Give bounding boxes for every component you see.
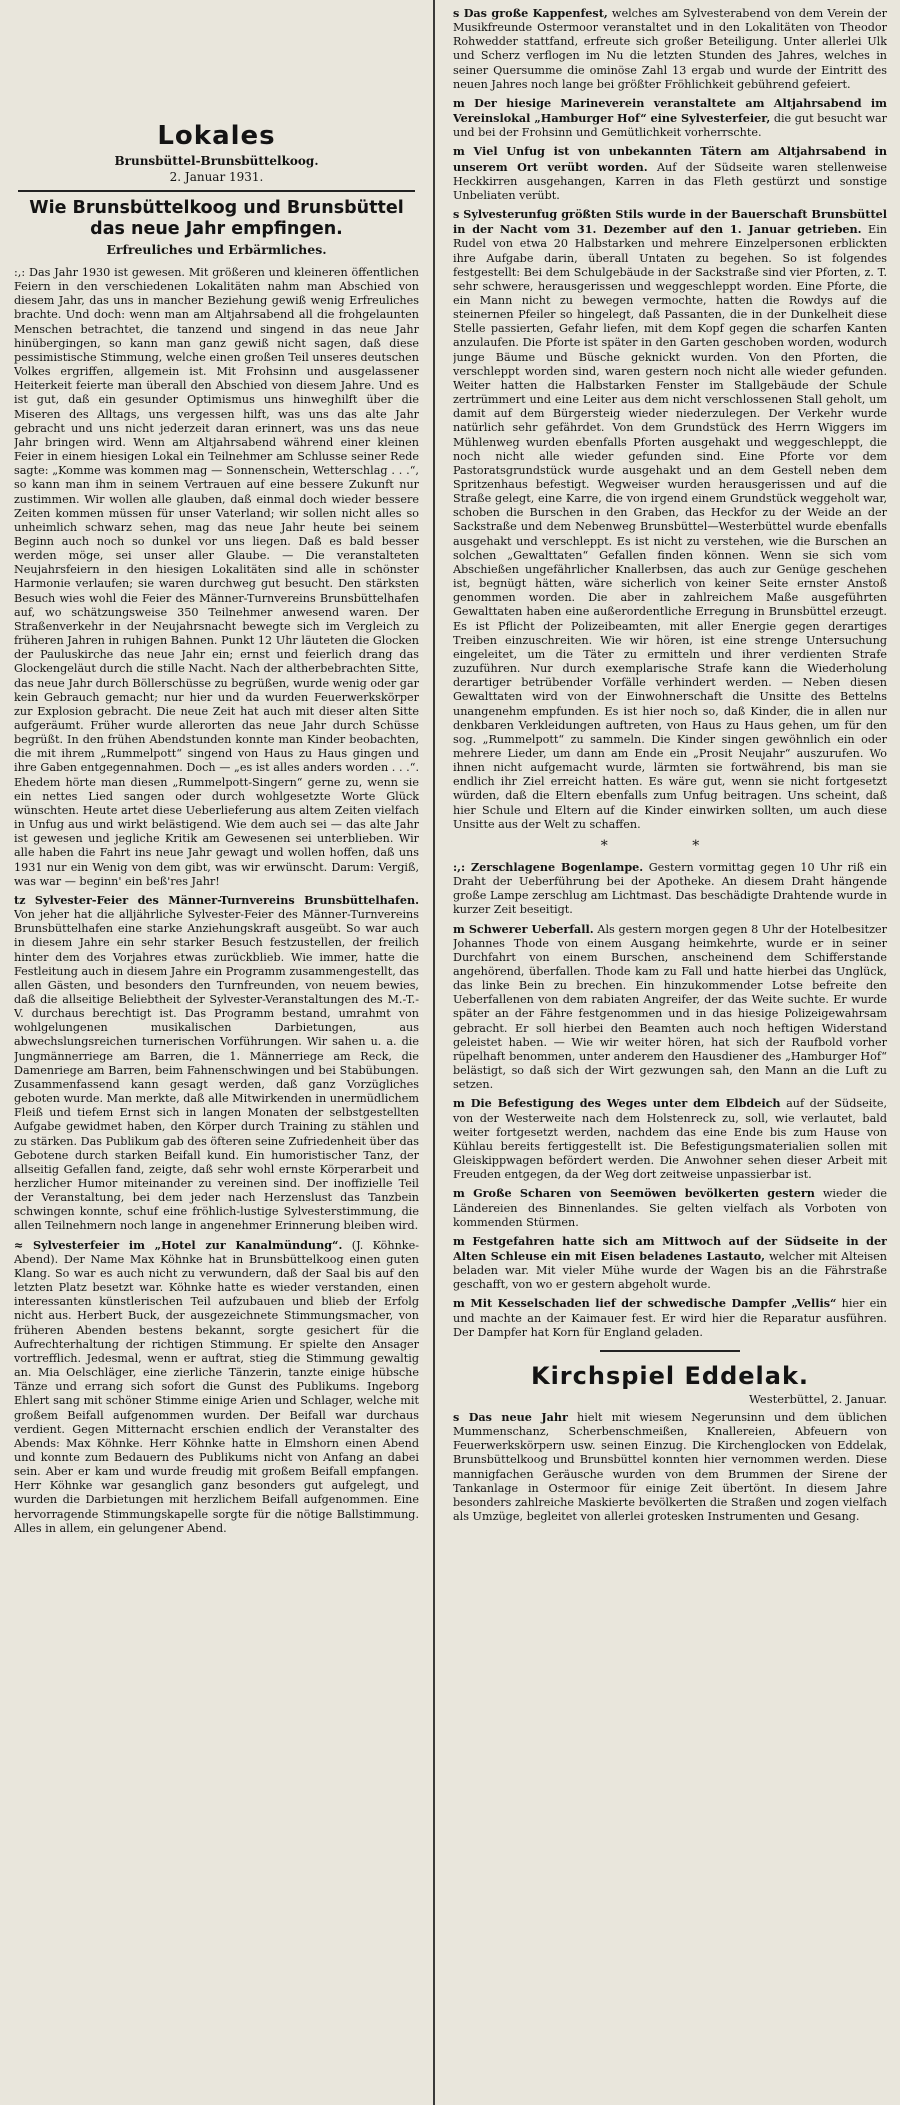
article-paragraph <box>453 144 887 203</box>
article-headline: Wie Brunsbüttelkoog und Brunsbüttel das neue Jahr empfingen. <box>29 198 404 239</box>
article-subheadline: Erfreuliches und Erbärmliches. <box>106 242 327 257</box>
article-paragraph <box>14 893 419 1234</box>
paragraph-lead: m Schwerer Ueberfall. <box>453 921 594 936</box>
paragraph-lead: tz Sylvester-Feier des Männer-Turnvereins Brunsbüttelhafen. <box>14 892 419 907</box>
paragraph-text: hielt mit wiesem Negerunsinn und dem üblichen Mummenschanz, Scherbenschmeißen, Knallereien, Abfeuern von Feuerwerkskörpern usw. seinen Einzug. Die Kirchenglocken von Eddelak, Brunsbüttelkoog und Brunsbüttel konnten hier vernommen werden. Diese mannigfachen Geräusche wurden von dem Brummen der Sirene der Tankanlage in Ostermoor für einige Zeit übertönt. In diesem Jahre besonders zahlreiche Maskierte bevölkerten die Straßen und zogen vielfach als Umzüge, begleitet von allerlei grotesken Instrumenten und Gesang. <box>453 1410 887 1523</box>
paragraph-text: (J. Köhnke-Abend). Der Name Max Köhnke hat in Brunsbüttelkoog einen guten Klang. So war es auch nicht zu verwundern, daß der Saal bis auf den letzten Platz besetzt war. Köhnke hatte es wieder verstanden, einen interessanten künstlerischen Teil aufzubauen und blieb der Erfolg nicht aus. Herbert Buck, der ausgezeichnete Stimmungsmacher, von früheren Abenden bestens bekannt, sorgte gesichert für die Aufrechterhaltung der richtigen Stimmung. Er spielte den Ansager vortrefflich. Jedesmal, wenn er auftrat, stieg die Stimmung gewaltig an. Mia Oelschläger, eine zierliche Tänzerin, tanzte einige hübsche Tänze und errang sich sofort die Gunst des Publikums. Ingeborg Ehlert sang mit schöner Stimme einige Arien und Schlager, welche mit großem Beifall aufgenommen wurden. Der Beifall war durchaus verdient. Gegen Mitternacht erschien endlich der Veranstalter des Abends: Max Köhnke. Herr Köhnke hatte in Elmshorn einen Abend und konnte zum Bedauern des Publikums nicht von Anfang an dabei sein. Aber er kam und wurde freudig mit großem Beifall empfangen. Herr Köhnke war gesanglich ganz besonders gut aufgelegt, und wurden die Darbietungen mit herzlichem Beifall aufgenommen. Eine hervorragende Stimmungskapelle sorgte für die nötige Ballstimmung. Alles in allem, ein gelungener Abend. <box>14 1238 419 1535</box>
paragraph-text: Von jeher hat die alljährliche Sylvester-Feier des Männer-Turnvereins Brunsbüttelhafen eine starke Anziehungskraft ausgeübt. So war auch in diesem Jahre ein sehr starker Besuch festzustellen, der freilich hinter dem des Vorjahres etwas zurückblieb. Wie immer, hatte die Festleitung auch in diesem Jahre ein Programm zusammengestellt, das allen Gästen, und besonders den Turnfreunden, von neuem bewies, daß die allseitige Beliebtheit der Sylvester-Veranstaltungen des M.-T.-V. durchaus berechtigt ist. Das Programm bestand, umrahmt von wohlgelungenen musikalischen Darbietungen, aus abwechslungsreichen turnerischen Vorführungen. Wir sahen u. a. die Jungmännerriege am Barren, die 1. Männerriege am Reck, die Damenriege am Barren, beim Fahnenschwingen und bei Stabübungen. Zusammenfassend kann gesagt werden, daß ganz Vorzügliches geboten wurde. Man merkte, daß alle Mitwirkenden in unermüdlichem Fleiß und tiefem Ernst sich in langen Monaten der selbstgestellten Aufgabe gewidmet haben, den Körper durch Training zu stählen und zu stärken. Das Publikum gab des öfteren seine Zufriedenheit über das Gebotene durch starken Beifall kund. Ein humoristischer Tanz, der allseitig Gefallen fand, zeigte, daß sehr wohl ernste Körperarbeit und herzlicher Humor miteinander zu vereinen sind. Der inoffizielle Teil der Veranstaltung, bei dem jeder nach Herzenslust das Tanzbein schwingen konnte, schuf eine fröhlich-lustige Sylvesterstimmung, die allen Teilnehmern noch lange in angenehmer Erinnerung bleiben wird. <box>14 908 419 1233</box>
paragraph-text: auf der Südseite, von der Westerweite nach dem Holstenreck zu, soll, wie verlautet, bald weiter fortgesetzt werden, nachdem das eine Ende bis zum Hause von Kühlau bereits fertiggestellt ist. Die Befestigungsmaterialien sollen mit Gleiskippwagen befördert werden. Die Anwohner sehen dieser Arbeit mit Freuden entgegen, da der Weg dort zeitweise unpassierbar ist. <box>453 1097 887 1182</box>
paragraph-text: hier ein und machte an der Kaimauer fest. Er wird hier die Reparatur ausführen. Der Dampfer hat Korn für England geladen. <box>453 1297 887 1339</box>
article-paragraph <box>14 1238 419 1536</box>
paragraph-lead: m Große Scharen von Seemöwen bevölkerten gestern <box>453 1186 815 1201</box>
article-paragraph <box>453 1096 887 1182</box>
article-paragraph <box>453 96 887 140</box>
kirchspiel-title: Kirchspiel Eddelak. <box>530 1361 810 1390</box>
lokales-title: Lokales <box>157 121 276 151</box>
paragraph-text: Auf der Südseite waren stellenweise Heckkirren ausgehangen, Karren in das Fleth gestürzt und sonstige Unbeliaten verübt. <box>453 160 887 202</box>
section-rule <box>18 190 415 192</box>
paragraph-lead: ≈ Sylvesterfeier im „Hotel zur Kanalmündung“. <box>14 1237 343 1252</box>
paragraph-lead: s Das neue Jahr <box>453 1409 568 1424</box>
paragraph-lead: s Sylvesterunfug größten Stils wurde in der Bauerschaft Brunsbüttel in der Nacht vom 31. Dezember auf den 1. Januar getrieben. <box>453 207 887 237</box>
left-column <box>14 6 419 2099</box>
article-paragraph <box>453 1186 887 1229</box>
article-paragraph <box>453 6 887 92</box>
paragraph-text: :,: Das Jahr 1930 ist gewesen. Mit größeren und kleineren öffentlichen Feiern in den verschiedenen Lokalitäten nahm man Abschied von diesem Jahr, das uns in mancher Beziehung gewiß wenig Erfreuliches brachte. Und doch: wenn man am Altjahrsabend all die frohgelaunten Menschen betrachtet, die tanzend und singend in das neue Jahr hinübergingen, so kann man ganz gewiß nicht sagen, daß diese pessimistische Stimmung, welche einen großen Teil unseres deutschen Volkes ergriffen, allgemein ist. Mit Frohsinn und ausgelassener Heiterkeit feierte man überall den Abschied von diesem Jahre. Und es ist gut, daß ein gesunder Optimismus uns hinweghilft über die Miseren des Alltags, uns vergessen hilft, was uns das alte Jahr gebracht und uns nicht jederzeit daran erinnert, was uns das neue Jahr bringen wird. Wenn am Altjahrsabend während einer kleinen Feier in einem hiesigen Lokal ein Teilnehmer am Schlusse seiner Rede sagte: „Komme was kommen mag — Sonnenschein, Wetterschlag . . .“, so kann man ihm in seinem Vertrauen auf eine bessere Zukunft nur zustimmen. Wir wollen alle glauben, daß einmal doch wieder bessere Zeiten kommen müssen für unser Vaterland; wir sollen nicht alles so unheimlich schwarz sehen, mag das neue Jahr heute bei seinem Beginn auch noch so dunkel vor uns liegen. Daß es bald besser werden möge, sei unser aller Glaube. — Die veranstalteten Neujahrsfeiern in den hiesigen Lokalitäten sind alle in schönster Harmonie verlaufen; sie waren durchweg gut besucht. Den stärksten Besuch wies wohl die Feier des Männer-Turnvereins Brunsbüttelhafen auf, wo schätzungsweise 350 Teilnehmer anwesend waren. Der Straßenverkehr in der Neujahrsnacht bewegte sich im Vergleich zu früheren Jahren in ruhigen Bahnen. Punkt 12 Uhr läuteten die Glocken der Pauluskirche das neue Jahr ein; ernst und feierlich drang das Glockengeläut durch die stille Nacht. Nach der altherbebrachten Sitte, das neue Jahr durch Böllerschüsse zu begrüßen, wurde wenig oder gar kein Gebrauch gemacht; nur hier und da wurden Feuerwerkskörper zur Explosion gebracht. Die neue Zeit hat auch mit dieser alten Sitte aufgeräumt. Früher wurde allerorten das neue Jahr durch Schüsse begrüßt. In den frühen Abendstunden konnte man Kinder beobachten, die mit ihrem „Rummelpott“ singend von Haus zu Haus gingen und ihre Gaben entgegennahmen. Doch — „es ist alles anders worden . . .“. Ehedem hörte man diesen „Rummelpott-Singern“ gerne zu, wenn sie ein nettes Lied sangen oder durch wohlgesetzte Worte Glück wünschten. Heute artet diese Ueberlieferung aus altem Zeiten vielfach in Unfug aus und wirkt belästigend. Wie dem auch sei — das alte Jahr ist gewesen und jegliche Kritik am Gewesenen sei unterblieben. Wir alle haben die Fahrt ins neue Jahr gewagt und wollen hoffen, daß uns 1931 nur ein Wenig von dem gibt, was wir erwünscht. Darum: Vergiß, was war — beginn' ein beß'res Jahr! <box>14 266 419 888</box>
article-paragraph <box>453 1296 887 1339</box>
paragraph-text: Als gestern morgen gegen 8 Uhr der Hotelbesitzer Johannes Thode von einem Ausgang heimkehrte, wurde er in seiner Durchfahrt von einem Burschen, anscheinend dem Schifferstande angehörend, überfallen. Thode kam zu Fall und hatte hierbei das Unglück, das linke Bein zu brechen. Ein hinzukommender Lotse befreite den Ueberfallenen von dem rabiaten Angreifer, der das Weite suchte. Er wurde später an der Fähre festgenommen und in das hiesige Polizeigewahrsam gebracht. Er soll hierbei den Beamten auch noch heftigen Widerstand geleistet haben. — Wie wir weiter hören, hat sich der Raufbold vorher rüpelhaft benommen, unter anderem den Hausdiener des „Hamburger Hof“ belästigt, so daß sich der Wirt gezwungen sah, den Mann an die Luft zu setzen. <box>453 922 887 1092</box>
paragraph-lead: m Der hiesige Marineverein veranstaltete am Altjahrsabend im Vereinslokal „Hamburger Hof“ eine Sylvesterfeier, <box>453 95 887 126</box>
column-divider <box>433 0 435 2105</box>
paragraph-lead: m Festgefahren hatte sich am Mittwoch auf der Südseite in der Alten Schleuse ein mit Eisen beladenes Lastauto, <box>453 1233 887 1263</box>
article-paragraph <box>453 860 887 918</box>
article-paragraph <box>453 1234 887 1293</box>
paragraph-lead: s Das große Kappenfest, <box>453 6 608 20</box>
paragraph-text: Gestern vormittag gegen 10 Uhr riß ein Draht der Ueberführung bei der Apotheke. An diesem Draht hängende große Lampe zerschlug am Lichtmast. Das beschädigte Drahtende wurde in kurzer Zeit beseitigt. <box>453 860 887 917</box>
right-column <box>453 6 887 2099</box>
lokales-date: 2. Januar 1931. <box>169 170 264 184</box>
paragraph-text: Ein Rudel von etwa 20 Halbstarken und mehrere Einzelpersonen erblickten ihre Aufgabe darin, überall Untaten zu begehen. So ist folgendes festgestellt: Bei dem Schulgebäude in der Sackstraße sind vier Pforten, z. T. sehr schwere, herausgerissen und weggeschleppt worden. Eine Pforte, die ein Mann nicht zu bewegen vermochte, hatten die Rowdys auf die steinernen Pfeiler so hingelegt, daß Passanten, die in der Dunkelheit diese Stelle passierten, Gefahr liefen, mit dem Kopf gegen die scharfen Kanten anzulaufen. Die Pforte ist später in den Garten geschoben worden, wodurch junge Bäume und Büsche geknickt wurden. Von den Pforten, die verschleppt worden sind, waren gestern noch nicht alle wieder gefunden. Weiter hatten die Halbstarken Fenster im Stallgebäude der Schule zertrümmert und eine Leiter aus dem nicht verschlossenen Stall geholt, um damit auf dem Bürgersteig wieder niederzulegen. Der Verkehr wurde natürlich sehr gefährdet. Von dem Grundstück des Herrn Wiggers im Mühlenweg wurden ebenfalls Pforten ausgehakt und weggeschleppt, die noch nicht alle wieder gefunden sind. Eine Pforte vor dem Pastoratsgrundstück wurde ausgehakt und an dem Gestell neben dem Spritzenhaus befestigt. Wegweiser wurden herausgerissen und auf die Straße gelegt, eine Karre, die von irgend einem Grundstück weggeholt war, schoben die Burschen in den Graben, das Heckfor zu der Weide an der Sackstraße und dem Nebenweg Brunsbüttel—Westerbüttel wurde ebenfalls ausgehakt und verschleppt. Es ist nicht zu verstehen, wie die Burschen an solchen „Gewalttaten“ Gefallen finden können. Wenn sie sich vom Abschießen ungefährlicher Knallerbsen, das auch zur Genüge geschehen ist, begnügt hätten, wäre sicherlich von keiner Seite ernster Anstoß genommen worden. Die aber in zahlreichem Maße ausgeführten Gewalttaten haben eine außerordentliche Erregung in Brunsbüttel erzeugt. Es ist Pflicht der Polizeibeamten, mit aller Energie gegen derartiges Treiben einzuschreiten. Wie wir hören, ist eine strenge Untersuchung eingeleitet, um die Täter zu ermitteln und ihrer verdienten Strafe zuzuführen. Nur durch exemplarische Strafe kann die Wiederholung derartiger betrübender Vorfälle verhindert werden. — Neben diesen Gewalttaten wird von der Einwohnerschaft die Unsitte des Bettelns unangenehm empfunden. Es ist hier noch so, daß Kinder, die in allen nur denkbaren Verkleidungen auftreten, von Haus zu Haus gehen, um für den sog. „Rummelpott“ zu sammeln. Die Kinder singen gewöhnlich ein oder mehrere Lieder, um dann am Ende ein „Prosit Neujahr“ auszurufen. Wo ihnen nicht aufgemacht wurde, lärmten sie fortwährend, bis man sie endlich ihr Ziel erreicht hatten. Es wäre gut, wenn sie nicht fortgesetzt würden, daß die Eltern ebenfalls zum Unfug beitragen. Uns scheint, daß hier Schule und Eltern auf die Kinder einwirken sollten, um auch diese Unsitte aus der Welt zu schaffen. <box>453 223 887 831</box>
article-paragraph <box>453 1410 887 1524</box>
section-stars: * * <box>600 837 740 854</box>
paragraph-text: die gut besucht war und bei der Frohsinn und Gemütlichkeit vorherrschte. <box>453 112 887 140</box>
paragraph-text: welcher mit Alteisen beladen war. Mit vieler Mühe wurde der Wagen bis an die Fährstraße geschafft, von wo er gestern abgeholt wurde. <box>453 1249 887 1292</box>
paragraph-lead: m Mit Kesselschaden lief der schwedische Dampfer „Vellis“ <box>453 1296 837 1311</box>
article-paragraph <box>453 922 887 1093</box>
paragraph-lead: m Viel Unfug ist von unbekannten Tätern am Altjahrsabend in unserem Ort verübt worden. <box>453 144 887 174</box>
paragraph-lead: m Die Befestigung des Weges unter dem Elbdeich <box>453 1096 781 1111</box>
kirchspiel-dateline: Westerbüttel, 2. Januar. <box>749 1391 887 1406</box>
article-paragraph <box>453 207 887 832</box>
paragraph-lead: :,: Zerschlagene Bogenlampe. <box>453 859 644 874</box>
lokales-subtitle: Brunsbüttel-Brunsbüttelkoog. <box>114 154 319 168</box>
paragraph-text: wieder die Ländereien des Binnenlandes. Sie gelten vielfach als Vorboten von kommenden Stürmen. <box>453 1187 887 1229</box>
section-rule <box>600 1350 740 1352</box>
paragraph-text: welches am Sylvesterabend von dem Verein der Musikfreunde Ostermoor veranstaltet und in den Lokalitäten von Theodor Rohwedder stattfand, erfreute sich großer Beteiligung. Unter allerlei Ulk und Scherz verflogen im Nu die letzten Stunden des Jahres, welches in seiner Quersumme die ominöse Zahl 13 ergab und wurde der Eintritt des neuen Jahres noch lange bei größter Fröhlichkeit gebührend gefeiert. <box>453 7 887 91</box>
article-paragraph <box>14 265 419 889</box>
